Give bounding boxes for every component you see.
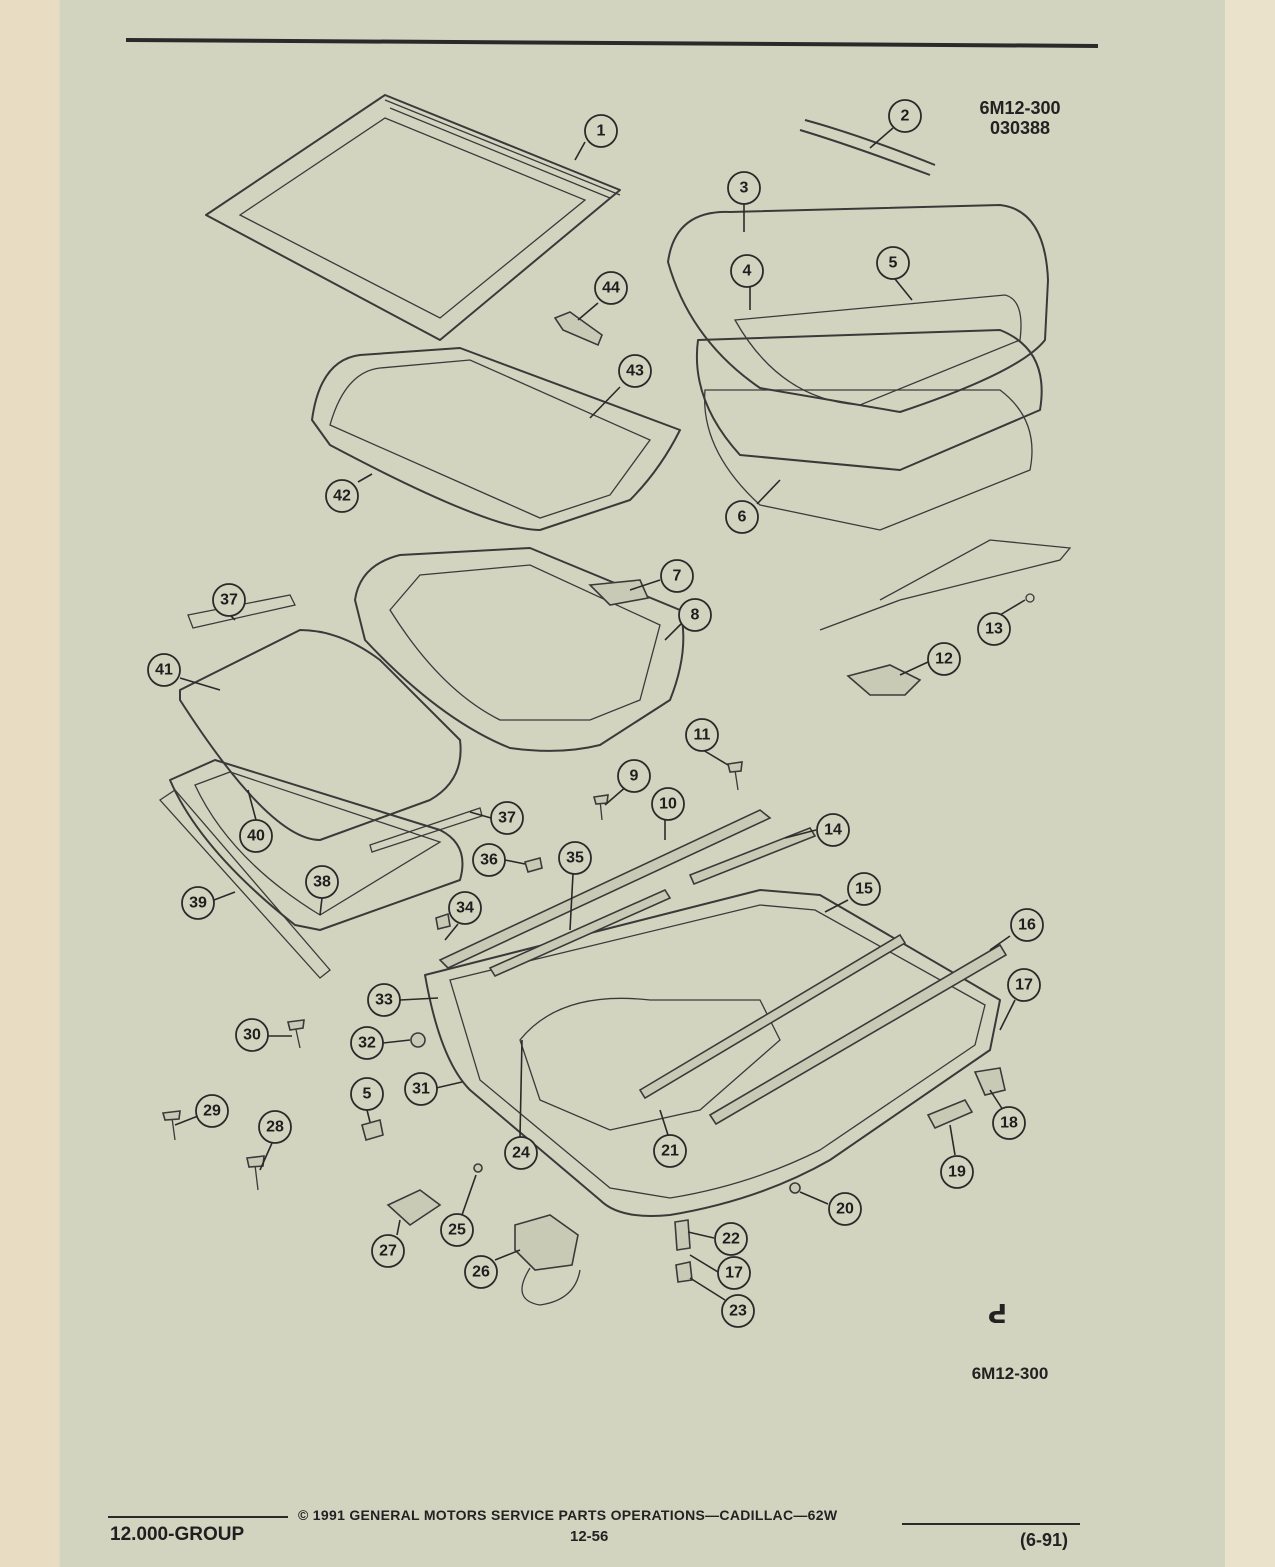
callout-label-23: 23 [729,1302,747,1320]
callout-label-26: 26 [472,1263,490,1281]
callout-label-38: 38 [313,873,331,891]
callout-41 [148,654,180,686]
callout-label-39: 39 [189,894,207,912]
callout-15 [848,873,880,905]
callout-label-24: 24 [512,1144,530,1162]
callout-20 [829,1193,861,1225]
callout-32 [351,1027,383,1059]
callout-5b [351,1078,383,1110]
callout-label-44: 44 [602,279,620,297]
callout-label-43: 43 [626,362,644,380]
callout-label-13: 13 [985,620,1003,638]
callout-27 [372,1235,404,1267]
gm-logo-mark: ᕍ [988,1300,1008,1330]
callout-4 [731,255,763,287]
callout-43 [619,355,651,387]
callout-label-41: 41 [155,661,173,679]
part-3-4-6-seal-frames [668,205,1048,530]
callout-label-34: 34 [456,899,474,917]
callout-35 [559,842,591,874]
callout-label-2: 2 [900,107,910,125]
leader-lines [175,128,1025,1300]
callout-30 [236,1019,268,1051]
page-number: 12-56 [570,1528,609,1545]
callout-label-37b: 37 [498,809,516,827]
footer-rule-right [902,1523,1080,1525]
callout-label-35: 35 [566,849,584,867]
callout-label-37: 37 [220,591,238,609]
callout-label-29: 29 [203,1102,221,1120]
callout-17 [1008,969,1040,1001]
callout-22 [715,1223,747,1255]
callout-17b [718,1257,750,1289]
callout-7 [661,560,693,592]
callout-36 [473,844,505,876]
part-44-clip [555,312,602,345]
callout-37b [491,802,523,834]
callout-8 [679,599,711,631]
callout-14 [817,814,849,846]
callout-label-16: 16 [1018,916,1036,934]
callout-label-5: 5 [888,254,898,272]
callout-label-12: 12 [935,650,953,668]
callout-label-32: 32 [358,1034,376,1052]
callout-5 [877,247,909,279]
callout-38 [306,866,338,898]
callout-label-40: 40 [247,827,265,845]
part-19-cover [928,1100,972,1128]
callout-6 [726,501,758,533]
callout-label-14: 14 [824,821,842,839]
part-22-23-drain-fitting [675,1220,692,1282]
callout-label-11: 11 [693,726,711,744]
callout-label-31: 31 [412,1080,430,1098]
callout-12 [928,643,960,675]
callout-label-7: 7 [672,567,682,585]
part-7-bracket [590,580,648,605]
callout-label-28: 28 [266,1118,284,1136]
callout-39 [182,887,214,919]
part-27-switch [388,1190,440,1225]
part-26-motor [515,1215,580,1305]
group-number: 12.000-GROUP [110,1524,245,1545]
reference-code-line-2: 030388 [989,118,1051,138]
part-8-headliner-panel [355,548,683,751]
callout-1 [585,115,617,147]
callout-label-18: 18 [1000,1114,1018,1132]
callout-label-17b: 17 [725,1264,743,1282]
callout-18 [993,1107,1025,1139]
callout-25 [441,1214,473,1246]
callout-37 [213,584,245,616]
callout-label-3: 3 [739,179,749,197]
callout-33 [368,984,400,1016]
callout-44 [595,272,627,304]
callout-label-15: 15 [855,880,873,898]
callout-label-25: 25 [448,1221,466,1239]
callout-24 [505,1137,537,1169]
callout-label-9: 9 [629,767,639,785]
callout-label-5b: 5 [362,1085,372,1103]
part-10-14-16-guide-rails [440,810,1006,1124]
callout-16 [1011,909,1043,941]
callout-10 [652,788,684,820]
footer-rule-left [108,1516,288,1518]
callout-13 [978,613,1010,645]
callout-40 [240,820,272,852]
callout-29 [196,1095,228,1127]
callout-label-19: 19 [948,1163,966,1181]
callout-23 [722,1295,754,1327]
callout-28 [259,1111,291,1143]
callout-label-10: 10 [659,795,677,813]
callout-label-36: 36 [480,851,498,869]
illustration-reference-code-bottom: 6M12-300 [971,1364,1049,1383]
callout-2 [889,100,921,132]
callout-label-6: 6 [737,508,747,526]
callout-11 [686,719,718,751]
callout-31 [405,1073,437,1105]
callout-34 [449,892,481,924]
callout-label-4: 4 [742,262,752,280]
revision-date: (6-91) [1020,1530,1069,1550]
callout-label-21: 21 [661,1142,679,1160]
copyright-line: © 1991 GENERAL MOTORS SERVICE PARTS OPERATIONS—CADILLAC—62W [298,1507,838,1523]
callout-label-30: 30 [243,1026,261,1044]
part-41-sunshade [180,595,482,852]
callout-label-20: 20 [836,1200,854,1218]
callout-3 [728,172,760,204]
callout-21 [654,1135,686,1167]
callout-label-8: 8 [690,606,700,624]
callout-label-22: 22 [722,1230,740,1248]
callout-label-42: 42 [333,487,351,505]
callout-19 [941,1156,973,1188]
callout-42 [326,480,358,512]
callout-9 [618,760,650,792]
callout-label-1: 1 [596,122,606,140]
callout-label-33: 33 [375,991,393,1009]
reference-code-line-1: 6M12-300 [979,98,1061,118]
callout-label-17: 17 [1015,976,1033,994]
part-1-roof-panel [206,95,620,340]
callout-26 [465,1256,497,1288]
callout-label-27: 27 [379,1242,397,1260]
